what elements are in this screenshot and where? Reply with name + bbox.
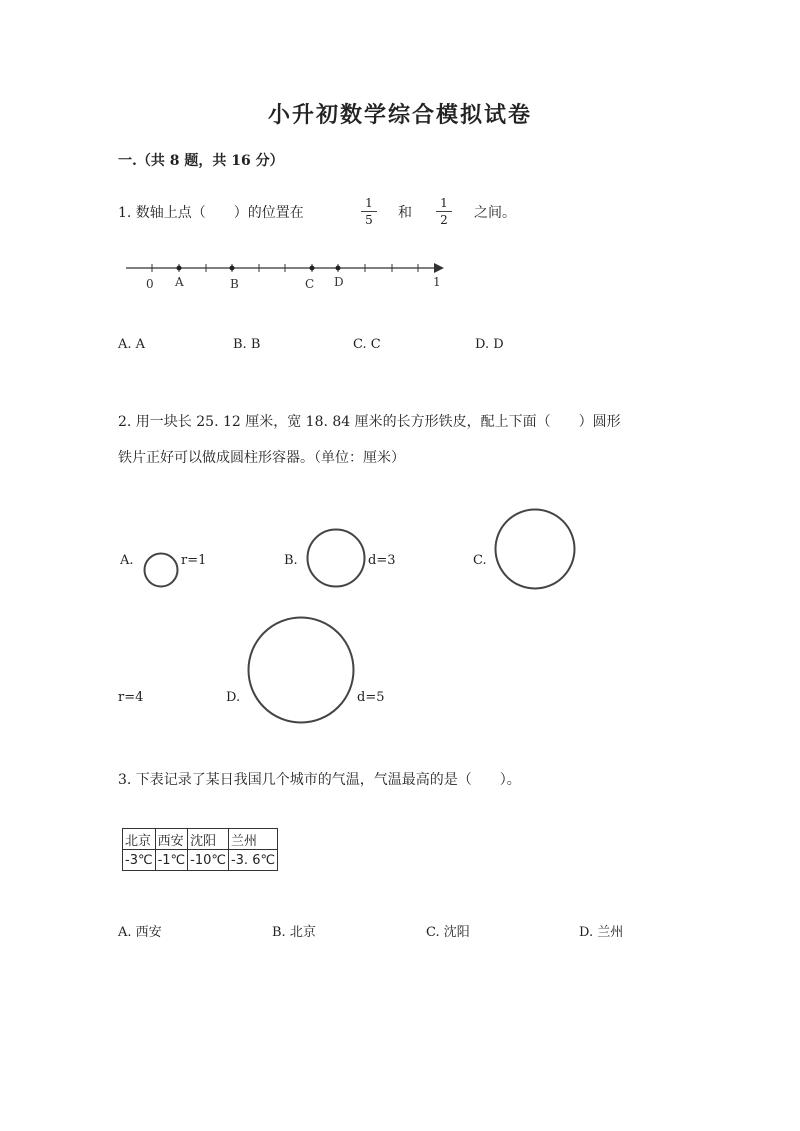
table-row-temps — [123, 850, 278, 871]
q1-fraction-2-numerator: 1 — [440, 196, 448, 210]
circle-c-shape — [493, 507, 577, 591]
table-cell: 西安 — [155, 829, 188, 850]
label-d: D — [334, 275, 344, 289]
label-one: 1 — [433, 275, 441, 289]
point-b-dot — [230, 266, 235, 271]
point-c-dot — [310, 266, 315, 271]
circle-a-shape — [142, 551, 180, 589]
q3-option-b[interactable]: B. 北京 — [272, 925, 316, 940]
fraction-bar — [436, 211, 452, 212]
q1-and: 和 — [398, 205, 412, 221]
fraction-bar — [361, 211, 377, 212]
table-cell: -1℃ — [155, 850, 188, 871]
q1-fraction-1 — [361, 196, 377, 227]
circle-a-label: r=1 — [181, 553, 207, 568]
q1-option-a[interactable]: A. A — [118, 337, 146, 352]
point-d-dot — [336, 266, 341, 271]
q3-option-c[interactable]: C. 沈阳 — [426, 925, 470, 940]
label-zero: 0 — [146, 277, 154, 291]
q3-question: 3. 下表记录了某日我国几个城市的气温，气温最高的是（ ）。 — [118, 772, 521, 788]
table-cell: -3℃ — [123, 850, 156, 871]
q1-option-c[interactable]: C. C — [353, 337, 381, 352]
q2-option-d[interactable]: D. — [226, 690, 241, 705]
q3-option-a[interactable]: A. 西安 — [118, 925, 162, 940]
section-heading: 一.（共 8 题，共 16 分） — [118, 153, 284, 169]
table-cell: 兰州 — [228, 829, 277, 850]
table-row-cities — [123, 829, 278, 850]
q2-line-2: 铁片正好可以做成圆柱形容器。（单位：厘米） — [118, 450, 405, 466]
q1-suffix: 之间。 — [474, 205, 516, 221]
table-cell: 沈阳 — [188, 829, 229, 850]
table-cell: -3. 6℃ — [228, 850, 277, 871]
circle-b-shape — [305, 527, 367, 589]
label-b: B — [230, 277, 239, 291]
temperature-table — [122, 828, 278, 871]
page-title: 小升初数学综合模拟试卷 — [267, 102, 532, 128]
q1-fraction-1-numerator: 1 — [365, 196, 373, 210]
q1-option-d[interactable]: D. D — [475, 337, 504, 352]
q1-option-b[interactable]: B. B — [233, 337, 261, 352]
q2-option-b[interactable]: B. — [284, 553, 298, 568]
q1-fraction-2-denominator: 2 — [440, 213, 448, 227]
point-a-dot — [177, 266, 182, 271]
q1-fraction-2 — [436, 196, 452, 227]
number-line — [118, 255, 458, 300]
q3-option-d[interactable]: D. 兰州 — [579, 925, 624, 940]
table-cell: 北京 — [123, 829, 156, 850]
circle-b-label: d=3 — [368, 553, 396, 568]
circle-d-shape — [246, 615, 356, 725]
circle-d-label: d=5 — [357, 690, 385, 705]
number-line-arrow — [434, 263, 444, 273]
table-cell: -10℃ — [188, 850, 229, 871]
label-c: C — [305, 277, 315, 291]
q2-option-c[interactable]: C. — [473, 553, 487, 568]
q1-fraction-1-denominator: 5 — [365, 213, 373, 227]
q2-line-1: 2. 用一块长 25. 12 厘米，宽 18. 84 厘米的长方形铁皮，配上下面（ ）圆形 — [118, 414, 621, 430]
q2-option-a[interactable]: A. — [120, 553, 134, 568]
label-a: A — [175, 275, 184, 289]
q1-prefix: 1. 数轴上点（ ）的位置在 — [118, 205, 304, 221]
circle-c-label: r=4 — [118, 690, 144, 705]
